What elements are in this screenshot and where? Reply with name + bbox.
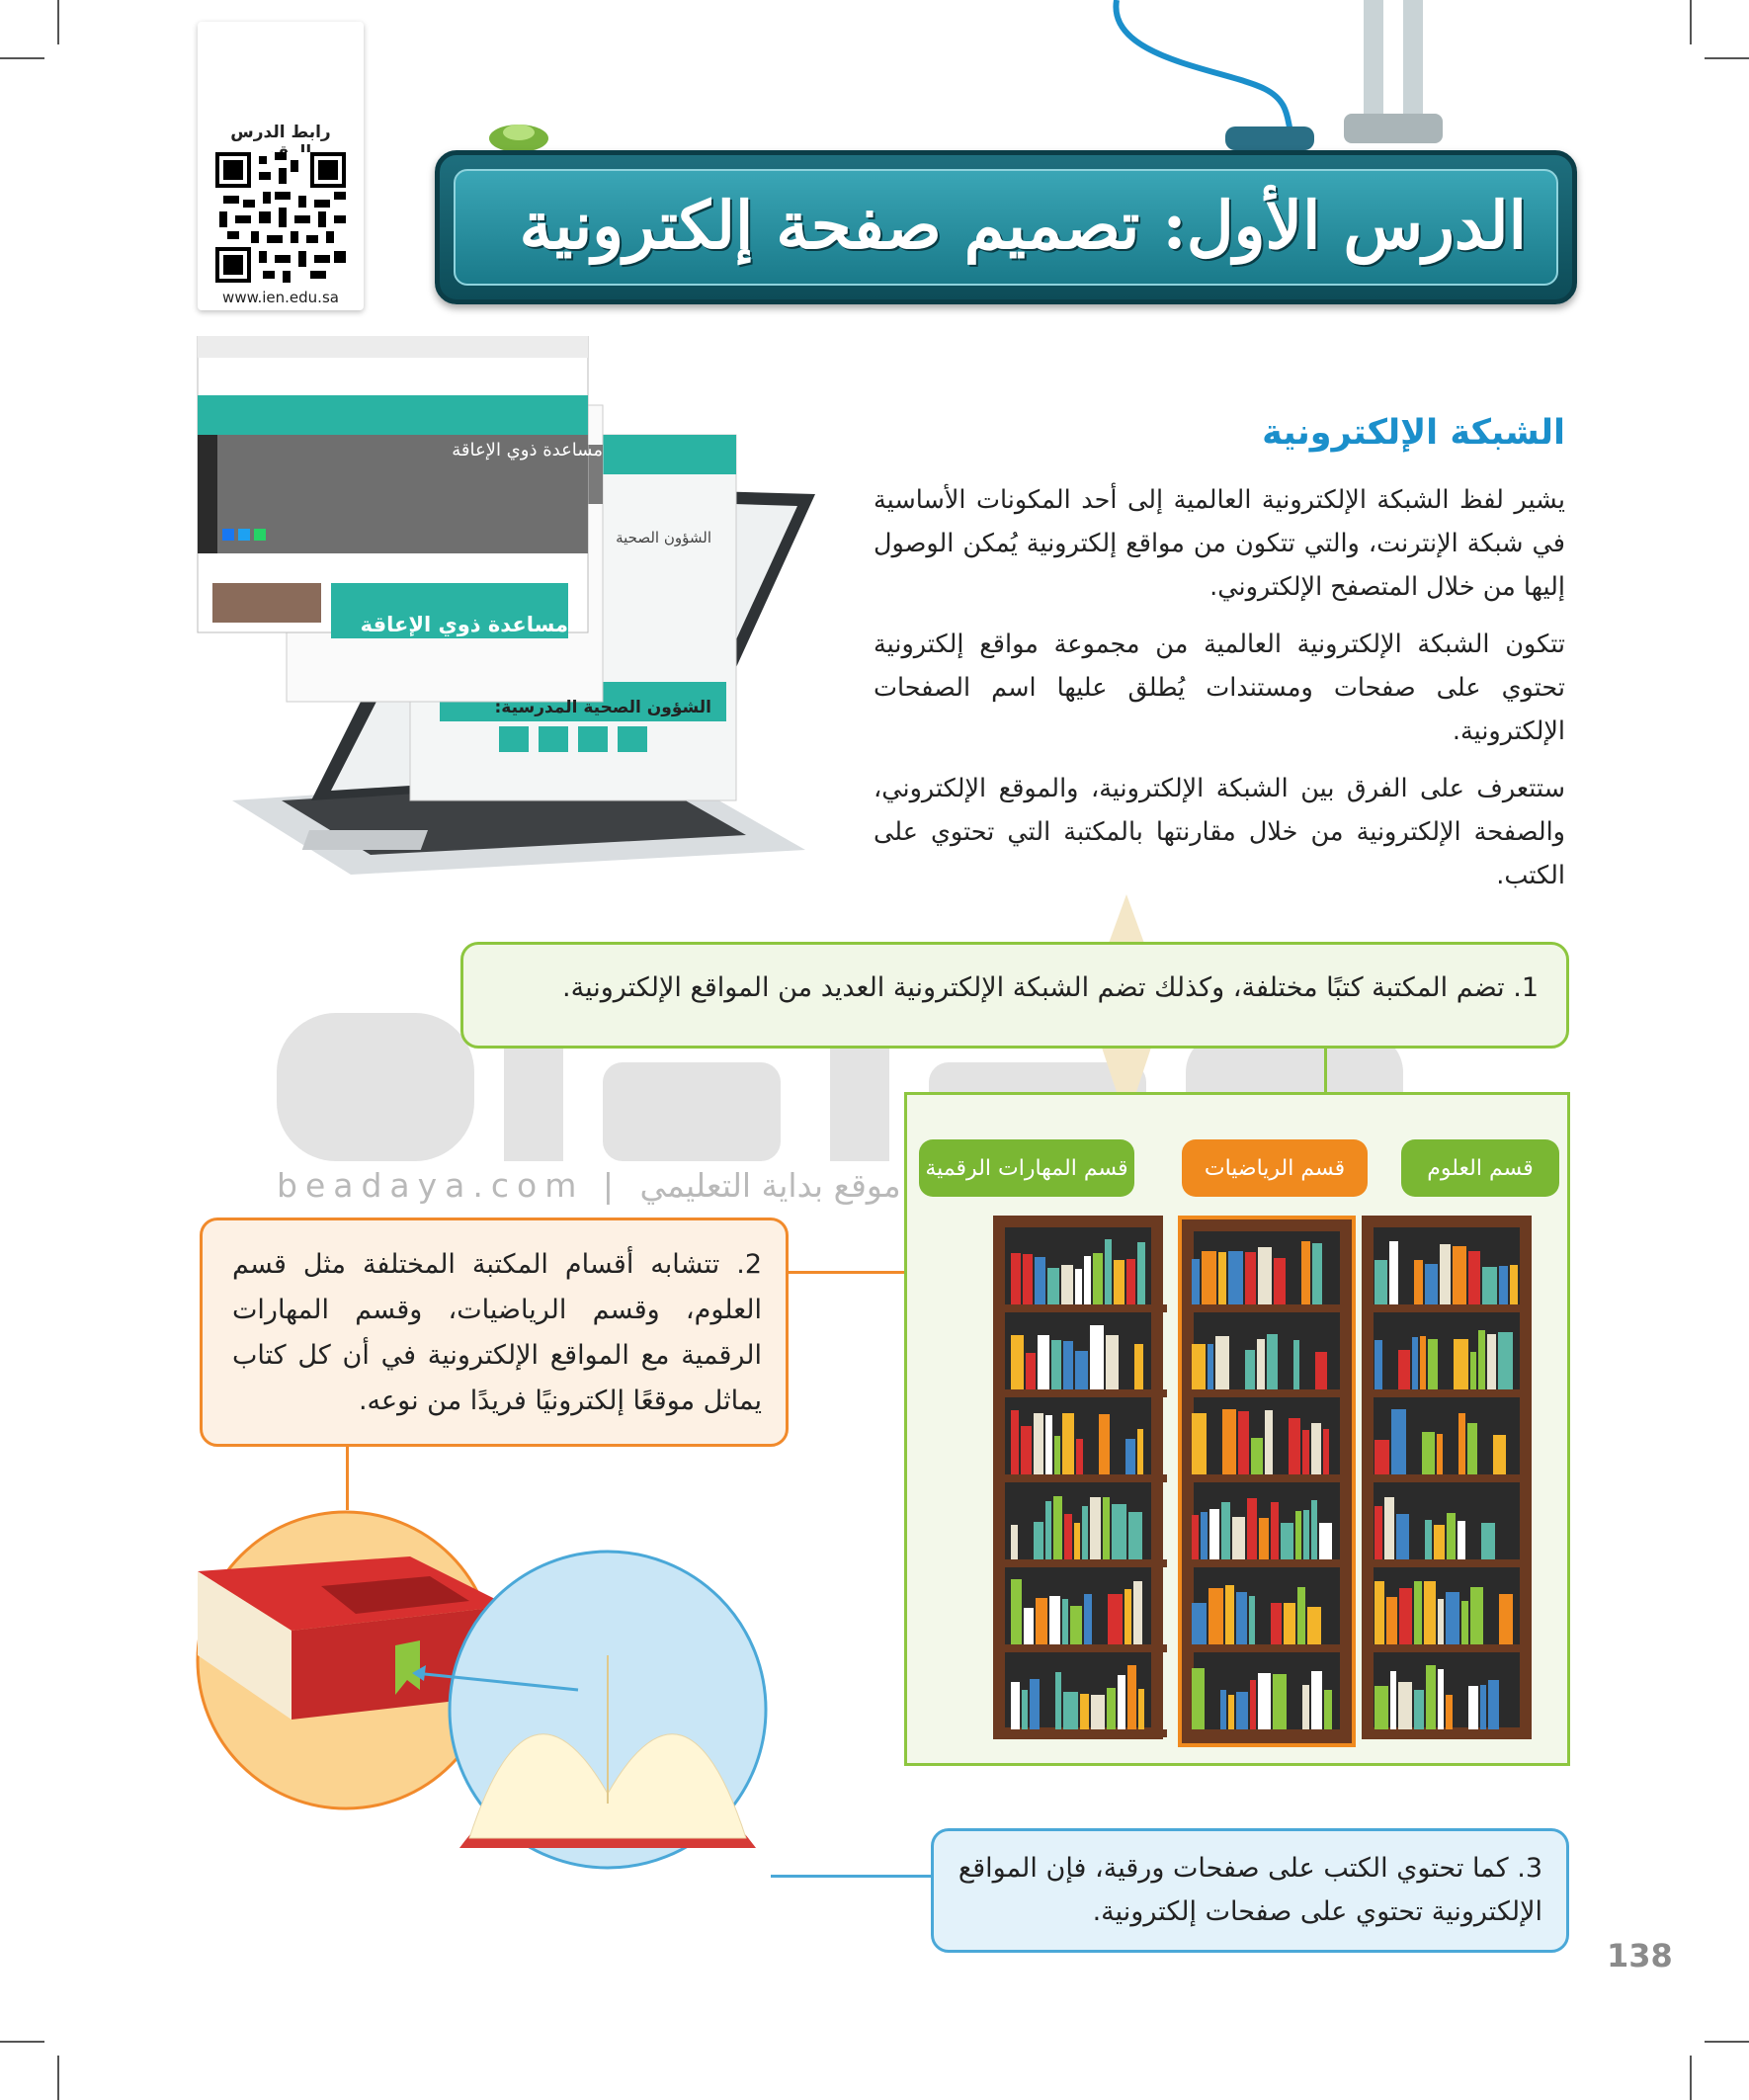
book-spine [1482, 1267, 1497, 1304]
book-spine [1084, 1256, 1091, 1304]
book-spine [1045, 1501, 1051, 1559]
book-spine [1297, 1587, 1305, 1644]
book-spine [1133, 1581, 1142, 1644]
book-spine [1428, 1339, 1438, 1389]
book-spine [1440, 1244, 1451, 1304]
page-number: 138 [1607, 1937, 1673, 1974]
book-spine [1425, 1264, 1438, 1304]
callout-three-text: 3. كما تحتوي الكتب على صفحات ورقية، فإن المواقع الإلكترونية تحتوي على صفحات إلكترونية. [958, 1853, 1542, 1927]
screen-front-banner: مساعدة ذوي الإعاقة [452, 440, 603, 461]
book-spine [1118, 1675, 1125, 1729]
book-spine [1399, 1588, 1412, 1644]
book-spine [1281, 1523, 1293, 1559]
book-spine [1247, 1498, 1257, 1559]
book-spine [1063, 1341, 1073, 1389]
book-spine [1414, 1581, 1422, 1644]
shelf-plank [1003, 1644, 1167, 1652]
book-spine [1434, 1525, 1445, 1559]
book-spine [1374, 1340, 1382, 1389]
book-spine [1499, 1594, 1513, 1644]
book-spine [1249, 1596, 1255, 1644]
book-spine [1453, 1246, 1466, 1304]
book-spine [1107, 1688, 1116, 1729]
book-spine [1374, 1506, 1382, 1559]
book-spine [1011, 1335, 1024, 1389]
book-spine [1391, 1409, 1406, 1474]
book-spine [1082, 1506, 1088, 1559]
crop-mark [57, 2056, 59, 2100]
book-spine [1311, 1423, 1321, 1474]
book-spine [1070, 1606, 1082, 1644]
book-spine [1055, 1672, 1061, 1729]
book-spine [1011, 1253, 1021, 1304]
callout-three [931, 1828, 1569, 1953]
book-spine [1228, 1695, 1234, 1729]
book-spine [1192, 1603, 1207, 1644]
shelf-plank [1367, 1559, 1531, 1567]
book-spine [1045, 1415, 1052, 1474]
book-spine [1454, 1339, 1468, 1389]
book-spine [1035, 1257, 1045, 1304]
screen-front-button: مساعدة ذوي الإعاقة [360, 613, 568, 636]
book-spine [1093, 1253, 1103, 1304]
book-spine [1076, 1439, 1083, 1474]
book-spine [1047, 1268, 1059, 1304]
screen-middle-title: الشؤون الصحية [616, 529, 711, 546]
book-spine [1487, 1334, 1496, 1389]
qr-label: رابط الدرس [230, 123, 331, 142]
crop-mark [1690, 2056, 1692, 2100]
shelf-plank [1184, 1304, 1348, 1312]
laptop-illustration [193, 336, 825, 875]
book-spine [1192, 1668, 1205, 1729]
book-spine [1389, 1241, 1398, 1304]
shelf-plank [1184, 1474, 1348, 1482]
book-spine [1138, 1689, 1144, 1729]
book-spine [1134, 1344, 1143, 1389]
crop-mark [0, 2041, 44, 2043]
book-spine [1384, 1497, 1394, 1559]
shelf-plank [1003, 1474, 1167, 1482]
book-spine [1293, 1340, 1299, 1389]
book-spine [1426, 1665, 1436, 1729]
book-spine [1458, 1413, 1465, 1474]
book-spine [1053, 1496, 1062, 1559]
book-spine [1319, 1523, 1332, 1559]
book-spine [1438, 1669, 1444, 1729]
book-spine [1311, 1500, 1317, 1559]
book-spine [1063, 1692, 1078, 1729]
book-spine [1437, 1434, 1443, 1474]
book-spine [1220, 1690, 1226, 1729]
book-spine [1481, 1523, 1495, 1559]
book-spine [1011, 1525, 1018, 1559]
book-spine [1074, 1523, 1080, 1559]
book-spine [1374, 1260, 1387, 1304]
book-spine [1245, 1252, 1256, 1304]
book-spine [1011, 1682, 1020, 1729]
book-spine [1295, 1511, 1301, 1559]
shelf-plank [1367, 1474, 1531, 1482]
book-spine [1021, 1426, 1032, 1474]
section-paragraph: ستتعرف على الفرق بين الشبكة الإلكترونية، والموقع الإلكتروني، والصفحة الإلكترونية من خلال مقارنتها بالمكتبة التي تحتوي على الكتب. [874, 774, 1565, 890]
book-spine [1192, 1413, 1207, 1474]
book-spine [1192, 1259, 1200, 1304]
book-spine [1468, 1686, 1478, 1729]
callout-two [200, 1218, 789, 1447]
book-spine [1258, 1673, 1271, 1729]
book-spine [1396, 1514, 1409, 1559]
callout-one-text: 1. تضم المكتبة كتبًا مختلفة، وكذلك تضم الشبكة الإلكترونية العديد من المواقع الإلكترونية. [562, 972, 1539, 1003]
book-illustrations [193, 1507, 904, 1873]
book-spine [1267, 1334, 1278, 1389]
book-spine [1080, 1694, 1089, 1729]
shelf-plank [1003, 1304, 1167, 1312]
book-spine [1236, 1692, 1248, 1729]
book-spine [1420, 1336, 1426, 1389]
book-spine [1128, 1512, 1142, 1559]
book-spine [1312, 1243, 1322, 1304]
qr-code-icon[interactable] [215, 152, 346, 283]
book-spine [1125, 1439, 1135, 1474]
shelf-plank [1184, 1729, 1348, 1737]
book-spine [1289, 1418, 1300, 1474]
book-spine [1446, 1592, 1459, 1644]
book-spine [1424, 1581, 1436, 1644]
book-spine [1236, 1592, 1247, 1644]
book-spine [1422, 1432, 1435, 1474]
book-spine [1398, 1682, 1412, 1729]
book-spine [1090, 1497, 1101, 1559]
book-spine [1412, 1337, 1418, 1389]
book-spine [1259, 1518, 1269, 1559]
book-spine [1315, 1352, 1327, 1389]
watermark-text: beadaya.com | موقع بداية التعليمي [277, 1166, 901, 1205]
book-spine [1108, 1594, 1123, 1644]
shelf-plank [1367, 1389, 1531, 1397]
book-spine [1091, 1695, 1105, 1729]
section-label-science: قسم العلوم [1401, 1139, 1559, 1197]
shelf-plank [1184, 1559, 1348, 1567]
callout-two-text: 2. تتشابه أقسام المكتبة المختلفة مثل قسم العلوم، وقسم الرياضيات، وقسم المهارات الرقمية مع المواقع الإلكترونية في أن كل كتاب يماثل موقعًا إلكترونيًا فريدًا من نوعه. [232, 1249, 762, 1416]
book-spine [1228, 1251, 1243, 1304]
book-spine [1414, 1260, 1423, 1304]
book-spine [1209, 1509, 1219, 1559]
book-spine [1034, 1413, 1043, 1474]
book-spine [1398, 1350, 1410, 1389]
book-spine [1461, 1601, 1468, 1644]
books-illustration [988, 1211, 1541, 1744]
book-spine [1192, 1515, 1199, 1559]
section-paragraph: تتكون الشبكة الإلكترونية العالمية من مجموعة مواقع إلكترونية تحتوي على صفحات ومستندات يُطلق عليها اسم الصفحات الإلكترونية. [874, 630, 1565, 746]
book-spine [1303, 1510, 1309, 1559]
section-heading: الشبكة الإلكترونية [1262, 413, 1565, 453]
book-spine [1470, 1352, 1476, 1389]
book-spine [1124, 1589, 1131, 1644]
book-spine [1103, 1497, 1110, 1559]
book-spine [1218, 1252, 1226, 1304]
book-spine [1250, 1680, 1256, 1729]
book-spine [1425, 1520, 1432, 1559]
book-spine [1075, 1351, 1088, 1389]
book-spine [1011, 1579, 1022, 1644]
book-spine [1245, 1350, 1255, 1389]
book-spine [1062, 1413, 1074, 1474]
book-spine [1467, 1423, 1477, 1474]
book-spine [1026, 1353, 1036, 1389]
section-label-math: قسم الرياضيات [1182, 1139, 1368, 1197]
book-spine [1499, 1266, 1508, 1304]
screen-back-title: الشؤون الصحية المدرسية: [494, 698, 711, 717]
book-spine [1127, 1665, 1136, 1729]
book-spine [1064, 1514, 1072, 1559]
section-paragraph: يشير لفظ الشبكة الإلكترونية العالمية إلى أحد المكونات الأساسية في شبكة الإنترنت، والتي تتكون من مواقع إلكترونية يُمكن الوصول إليها من خلال المتصفح الإلكتروني. [874, 485, 1565, 602]
book-spine [1099, 1414, 1110, 1474]
book-spine [1011, 1410, 1019, 1474]
book-spine [1302, 1430, 1309, 1474]
book-spine [1438, 1599, 1444, 1644]
book-spine [1137, 1242, 1145, 1304]
shelf-plank [1367, 1729, 1531, 1737]
book-spine [1038, 1335, 1049, 1389]
book-spine [1488, 1680, 1499, 1729]
book-spine [1458, 1521, 1465, 1559]
qr-card[interactable] [198, 22, 364, 310]
shelf-plank [1003, 1729, 1167, 1737]
book-spine [1208, 1344, 1213, 1389]
book-spine [1222, 1409, 1236, 1474]
book-spine [1324, 1690, 1332, 1729]
lesson-title-banner [435, 150, 1577, 304]
book-spine [1257, 1339, 1265, 1389]
book-spine [1232, 1517, 1245, 1559]
qr-url[interactable]: www.ien.edu.sa [222, 289, 339, 306]
book-spine [1374, 1440, 1389, 1474]
section-label-digital: قسم المهارات الرقمية [919, 1139, 1134, 1197]
book-spine [1049, 1596, 1060, 1644]
book-spine [1274, 1258, 1286, 1304]
shelf-plank [1367, 1304, 1531, 1312]
book-spine [1105, 1239, 1112, 1304]
book-spine [1478, 1330, 1485, 1389]
book-spine [1510, 1265, 1518, 1304]
book-spine [1498, 1332, 1513, 1389]
book-spine [1051, 1340, 1061, 1389]
lesson-title: الدرس الأول: تصميم صفحة إلكترونية [519, 187, 1527, 264]
book-spine [1271, 1603, 1282, 1644]
book-spine [1062, 1599, 1068, 1644]
crop-mark [1705, 2041, 1749, 2043]
book-spine [1202, 1251, 1216, 1304]
book-spine [1023, 1254, 1033, 1304]
book-spine [1307, 1607, 1321, 1644]
book-spine [1480, 1685, 1486, 1729]
shelf-plank [1003, 1559, 1167, 1567]
connector-line [1324, 1043, 1327, 1094]
book-spine [1126, 1259, 1135, 1304]
book-spine [1084, 1594, 1092, 1644]
book-spine [1075, 1269, 1082, 1304]
shelf-plank [1184, 1644, 1348, 1652]
book-spine [1386, 1597, 1397, 1644]
crop-mark [57, 0, 59, 44]
book-spine [1106, 1335, 1119, 1389]
book-spine [1114, 1260, 1124, 1304]
book-spine [1258, 1247, 1272, 1304]
book-spine [1112, 1504, 1126, 1559]
book-spine [1054, 1436, 1060, 1474]
book-spine [1447, 1513, 1456, 1559]
book-spine [1022, 1690, 1028, 1729]
crop-mark [0, 57, 44, 59]
book-spine [1251, 1438, 1263, 1474]
book-spine [1238, 1411, 1249, 1474]
shelf-plank [1003, 1389, 1167, 1397]
book-spine [1192, 1344, 1206, 1389]
book-spine [1061, 1265, 1073, 1304]
book-spine [1468, 1251, 1480, 1304]
book-spine [1470, 1587, 1483, 1644]
book-spine [1374, 1581, 1384, 1644]
book-spine [1311, 1671, 1322, 1729]
book-spine [1090, 1325, 1104, 1389]
book-spine [1271, 1502, 1279, 1559]
callout-one [460, 942, 1569, 1049]
book-spine [1265, 1410, 1273, 1474]
book-spine [1284, 1603, 1295, 1644]
book-spine [1374, 1686, 1388, 1729]
book-spine [1414, 1690, 1424, 1729]
book-spine [1201, 1512, 1208, 1559]
book-spine [1215, 1336, 1229, 1389]
book-spine [1323, 1429, 1329, 1474]
book-spine [1273, 1674, 1287, 1729]
crop-mark [1690, 0, 1692, 44]
book-spine [1036, 1598, 1047, 1644]
book-spine [1493, 1435, 1506, 1474]
shelf-plank [1367, 1644, 1531, 1652]
connector-line [346, 1441, 349, 1510]
cable-decoration [474, 0, 1561, 158]
book-spine [1221, 1502, 1230, 1559]
book-spine [1024, 1608, 1034, 1644]
book-spine [1030, 1679, 1040, 1729]
book-spine [1446, 1695, 1453, 1729]
book-spine [1137, 1429, 1143, 1474]
crop-mark [1705, 57, 1749, 59]
book-spine [1301, 1241, 1310, 1304]
shelf-plank [1184, 1389, 1348, 1397]
book-spine [1225, 1585, 1234, 1644]
book-spine [1390, 1671, 1396, 1729]
book-spine [1208, 1588, 1223, 1644]
book-spine [1302, 1685, 1309, 1729]
connector-line [771, 1875, 931, 1878]
book-spine [1034, 1522, 1043, 1559]
